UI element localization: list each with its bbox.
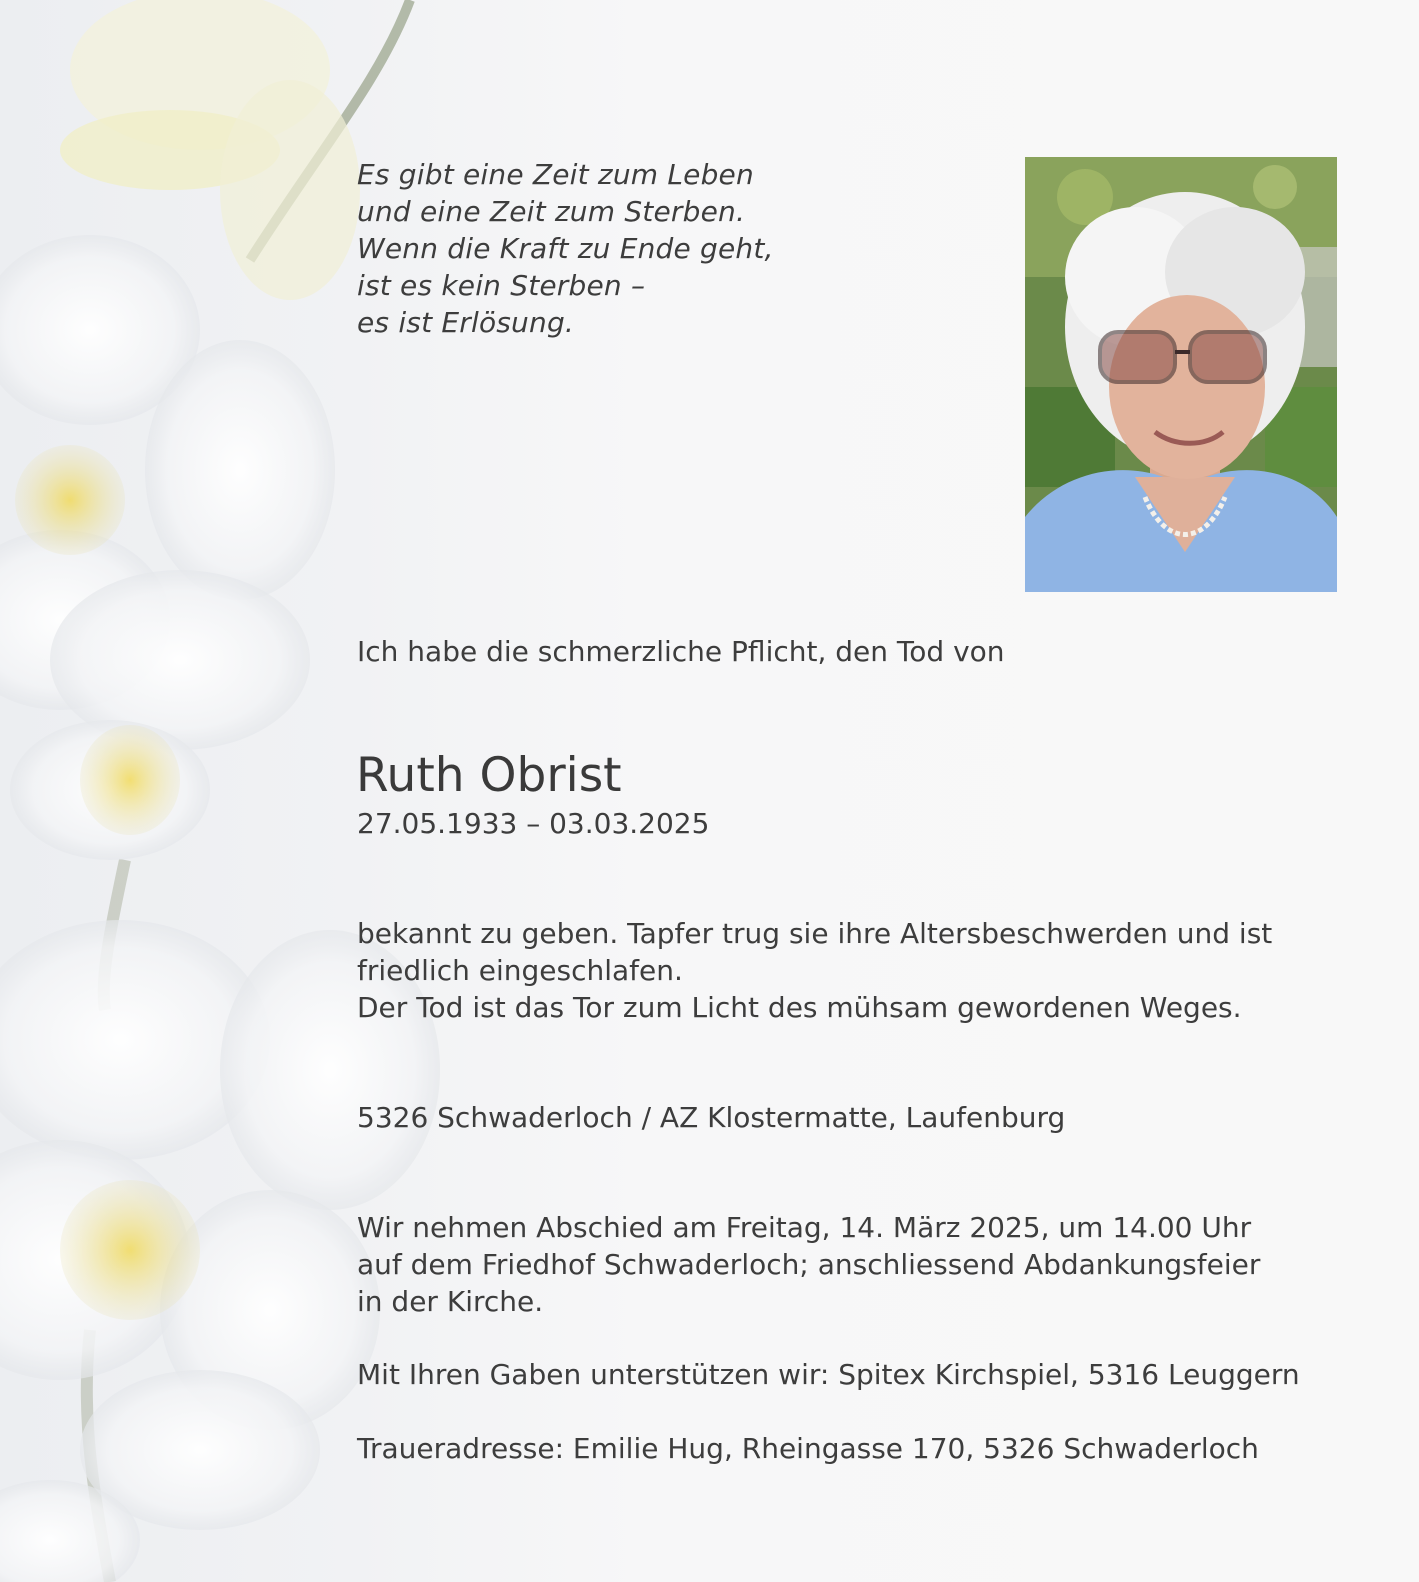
poem-line: ist es kein Sterben –: [357, 269, 646, 302]
portrait-photo: [1025, 157, 1337, 592]
service-info: [357, 1209, 1260, 1320]
body-line: bekannt zu geben. Tapfer trug sie ihre Altersbeschwerden und ist: [357, 917, 1273, 950]
intro-text: Ich habe die schmerzliche Pflicht, den Tod von: [357, 635, 1005, 668]
deceased-name: Ruth Obrist: [356, 748, 622, 803]
body-line: friedlich eingeschlafen.: [357, 954, 683, 987]
service-line: Wir nehmen Abschied am Freitag, 14. März 2025, um 14.00 Uhr: [357, 1211, 1252, 1244]
donation-info: Mit Ihren Gaben unterstützen wir: Spitex Kirchspiel, 5316 Leuggern: [357, 1358, 1300, 1391]
body-line: Der Tod ist das Tor zum Licht des mühsam gewordenen Weges.: [357, 991, 1242, 1024]
poem-line: Wenn die Kraft zu Ende geht,: [357, 232, 774, 265]
service-line: auf dem Friedhof Schwaderloch; anschliessend Abdankungsfeier: [357, 1248, 1261, 1281]
mourning-address: Traueradresse: Emilie Hug, Rheingasse 170, 5326 Schwaderloch: [357, 1432, 1259, 1465]
service-line: in der Kirche.: [357, 1285, 544, 1318]
poem-line: Es gibt eine Zeit zum Leben: [357, 158, 754, 191]
life-dates: 27.05.1933 – 03.03.2025: [357, 807, 710, 840]
poem: [357, 156, 774, 341]
announcement-body: [357, 915, 1272, 1026]
poem-line: und eine Zeit zum Sterben.: [357, 195, 746, 228]
residence-address: 5326 Schwaderloch / AZ Klostermatte, Laufenburg: [357, 1101, 1066, 1134]
poem-line: es ist Erlösung.: [357, 306, 575, 339]
